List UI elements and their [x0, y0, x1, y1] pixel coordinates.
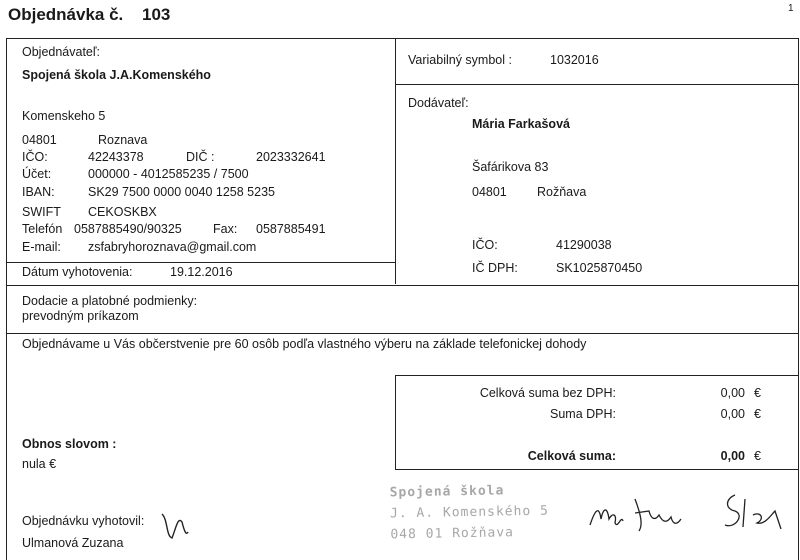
- buyer-swift-label: SWIFT: [22, 205, 61, 219]
- stamp-line-2: J. A. Komenského 5: [389, 503, 550, 522]
- currency-symbol: €: [754, 449, 761, 463]
- buyer-dic: 2023332641: [256, 150, 326, 164]
- supplier-street: Šafárikova 83: [472, 160, 549, 174]
- total-value: 0,00: [720, 449, 745, 463]
- variable-symbol-label: Variabilný symbol :: [408, 53, 512, 67]
- supplier-name: Mária Farkašová: [472, 117, 570, 131]
- buyer-street: Komenskeho 5: [22, 109, 106, 123]
- terms-divider-top: [6, 285, 799, 286]
- buyer-phone: 0587885490/90325: [74, 222, 182, 236]
- total-without-vat-label: Celková suma bez DPH:: [479, 386, 616, 400]
- buyer-city: Roznava: [98, 133, 148, 147]
- supplier-ico-label: IČO:: [472, 238, 498, 252]
- issue-date-label: Dátum vyhotovenia:: [22, 265, 133, 279]
- buyer-date-divider: [6, 262, 396, 263]
- currency-symbol: €: [754, 386, 761, 400]
- buyer-fax-label: Fax:: [213, 222, 238, 236]
- order-description: Objednávame u Vás občerstvenie pre 60 osôb podľa vlastného výberu na základe telefonickej dohody: [22, 337, 587, 351]
- terms-value: prevodným príkazom: [22, 309, 139, 323]
- buyer-section-label: Objednávateľ:: [22, 45, 101, 59]
- buyer-name: Spojená škola J.A.Komenského: [22, 68, 211, 82]
- order-number: 103: [142, 5, 171, 24]
- buyer-email: zsfabryhoroznava@gmail.com: [88, 240, 257, 254]
- buyer-swift: CEKOSKBX: [88, 205, 157, 219]
- buyer-zip: 04801: [22, 133, 57, 147]
- document-title-label: Objednávka č.: [8, 5, 124, 24]
- amount-words-value: nula €: [22, 457, 57, 471]
- initials-signature: [158, 508, 192, 542]
- supplier-zip: 04801: [472, 185, 507, 199]
- variable-symbol-value: 1032016: [550, 53, 599, 67]
- vat-label: Suma DPH:: [550, 407, 616, 421]
- amount-words-label: Obnos slovom :: [22, 437, 117, 451]
- school-stamp: [390, 483, 550, 543]
- document-title: [8, 5, 170, 25]
- prepared-by-label: Objednávku vyhotovil:: [22, 514, 145, 528]
- issue-date-value: 19.12.2016: [170, 265, 233, 279]
- column-divider: [395, 38, 396, 284]
- supplier-section-label: Dodávateľ:: [408, 96, 469, 110]
- buyer-ico-label: IČO:: [22, 150, 48, 164]
- stamp-line-3: 048 01 Rožňava: [390, 525, 515, 543]
- buyer-iban-label: IBAN:: [22, 185, 55, 199]
- buyer-account: 000000 - 4012585235 / 7500: [88, 167, 249, 181]
- supplier-ico: 41290038: [556, 238, 612, 252]
- buyer-iban: SK29 7500 0000 0040 1258 5235: [88, 185, 275, 199]
- prepared-by-name: Ulmanová Zuzana: [22, 536, 124, 550]
- terms-label: Dodacie a platobné podmienky:: [22, 294, 198, 308]
- page-number: 1: [788, 3, 794, 14]
- supplier-dph: SK1025870450: [556, 261, 643, 275]
- buyer-phone-label: Telefón: [22, 222, 63, 236]
- buyer-account-label: Účet:: [22, 167, 52, 181]
- buyer-email-label: E-mail:: [22, 240, 61, 254]
- stamp-line-1: Spojená škola: [389, 483, 505, 501]
- supplier-city: Rožňava: [537, 185, 587, 199]
- total-without-vat-value: 0,00: [720, 386, 745, 400]
- buyer-fax: 0587885491: [256, 222, 326, 236]
- handwritten-signature: [585, 485, 795, 540]
- buyer-dic-label: DIČ :: [186, 150, 215, 164]
- supplier-dph-label: IČ DPH:: [472, 261, 518, 275]
- buyer-ico: 42243378: [88, 150, 144, 164]
- vat-value: 0,00: [720, 407, 745, 421]
- total-label: Celková suma:: [527, 449, 616, 463]
- currency-symbol: €: [754, 407, 761, 421]
- terms-divider-bottom: [6, 333, 799, 334]
- variable-symbol-divider: [395, 84, 799, 85]
